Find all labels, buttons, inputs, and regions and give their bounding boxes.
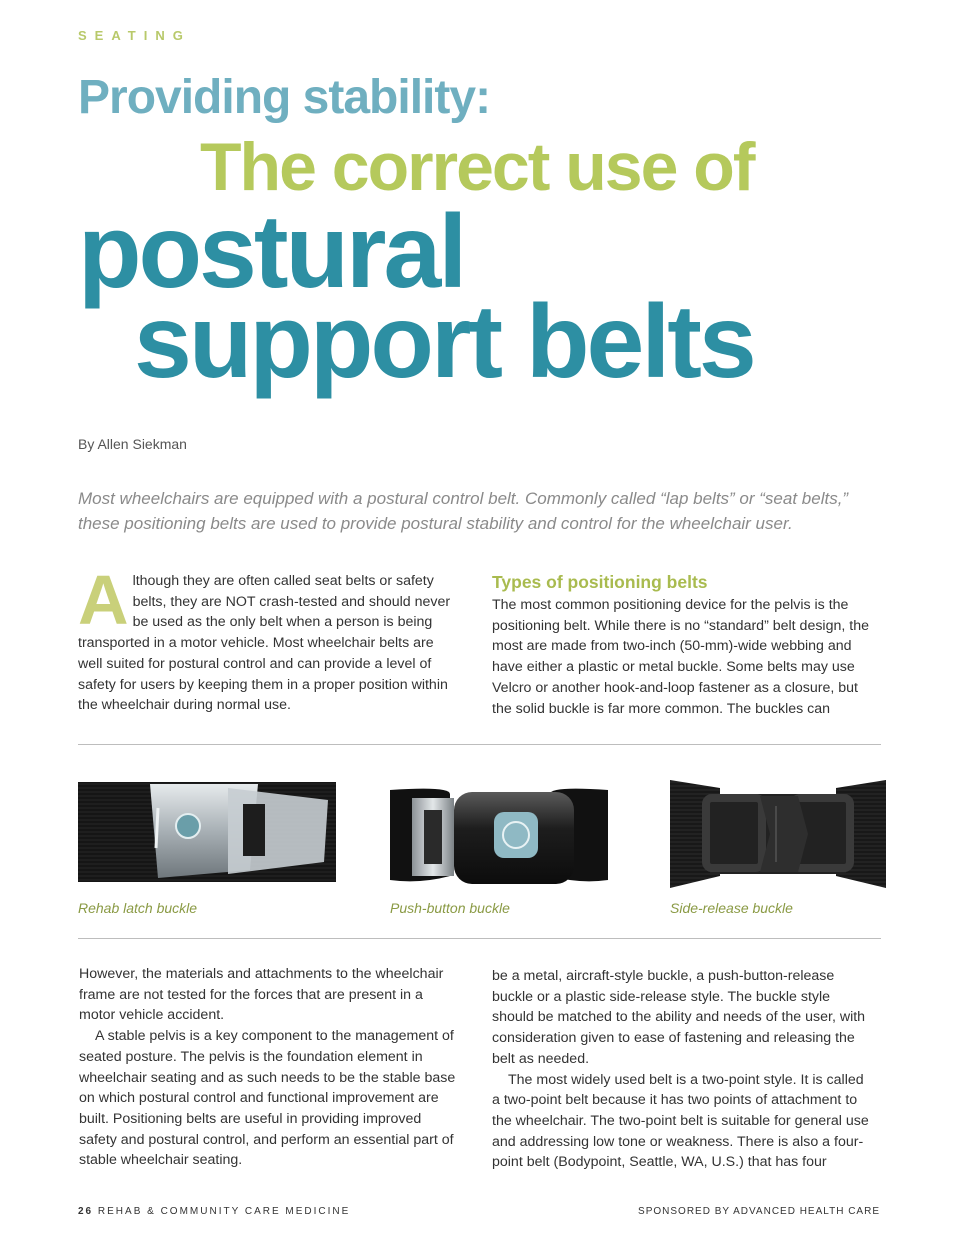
deck-intro: Most wheelchairs are equipped with a postural control belt. Commonly called “lap belts” or “seat belts,” these positioning belts are used to provide postural stability and control for the wheelchair user. [78, 489, 849, 533]
title-line-3: postural [78, 194, 465, 310]
page-number: 26 [78, 1206, 94, 1217]
intro-paragraph: lthough they are often called seat belts or safety belts, they are NOT crash-tested and should never be used as the only belt when a person is being transported in a motor vehicle. Most wheelchair belts are well suited for postural control and can provide a level of safety for users by keeping them in a proper position within the wheelchair during normal use. [78, 573, 451, 714]
body-left-paragraph-2: A stable pelvis is a key component to the management of seated posture. The pelvis is the foundation element in wheelchair seating and as such needs to be the stable base on which postural control and functional improvement are built. Positioning belts are useful in providing improved safety and postural control, and perform an essential part of stable wheelchair seating. [79, 1028, 456, 1169]
photo-rehab-latch-buckle [78, 778, 336, 886]
footer-sponsor: SPONSORED BY ADVANCED HEALTH CARE [638, 1206, 880, 1217]
title-line-2: The correct use of [200, 129, 754, 205]
body-left-paragraph-1: However, the materials and attachments to the wheelchair frame are not tested for the forces that are present in a motor vehicle accident. [79, 966, 444, 1024]
types-column [492, 571, 870, 719]
footer-left [78, 1206, 350, 1217]
body-left-column [79, 964, 461, 1171]
caption-rehab-latch: Rehab latch buckle [78, 900, 198, 916]
photo-push-button-buckle [390, 780, 608, 892]
caption-side-release: Side-release buckle [670, 900, 793, 916]
section-label: SEATING [78, 28, 191, 43]
body-right-paragraph-1: be a metal, aircraft-style buckle, a push-button-release buckle or a plastic side-release style. The buckle style should be matched to the ability and needs of the user, with consideration given to ease of fastening and releasing the belt as needed. [492, 968, 866, 1067]
title-line-4: support belts [134, 284, 754, 400]
caption-push-button: Push-button buckle [390, 900, 510, 916]
types-paragraph: The most common positioning device for the pelvis is the positioning belt. While there is no “standard” belt design, the most are made from two-inch (50-mm)-wide webbing and have either a plastic or metal buckle. Some belts may use Velcro or another hook-and-loop fastener as a closure, but the solid buckle is far more common. The buckles can [492, 597, 869, 717]
publication-name: REHAB & COMMUNITY CARE MEDICINE [97, 1206, 351, 1217]
intro-column [78, 561, 456, 716]
divider-top [78, 744, 881, 745]
byline: By Allen Siekman [78, 436, 187, 452]
drop-cap: A [78, 561, 129, 639]
body-right-paragraph-2: The most widely used belt is a two-point style. It is called a two-point belt because it has two points of attachment to the wheelchair. The two-point belt is suitable for general use and addressing low tone or weakness. There is also a four-point belt (Bodypoint, Seattle, WA, U.S.) that has four [492, 1071, 869, 1171]
types-heading: Types of positioning belts [492, 572, 708, 592]
title-line-1: Providing stability: [78, 71, 491, 124]
body-right-column [492, 966, 872, 1173]
divider-bottom [78, 938, 881, 939]
photo-side-release-buckle [670, 776, 886, 892]
